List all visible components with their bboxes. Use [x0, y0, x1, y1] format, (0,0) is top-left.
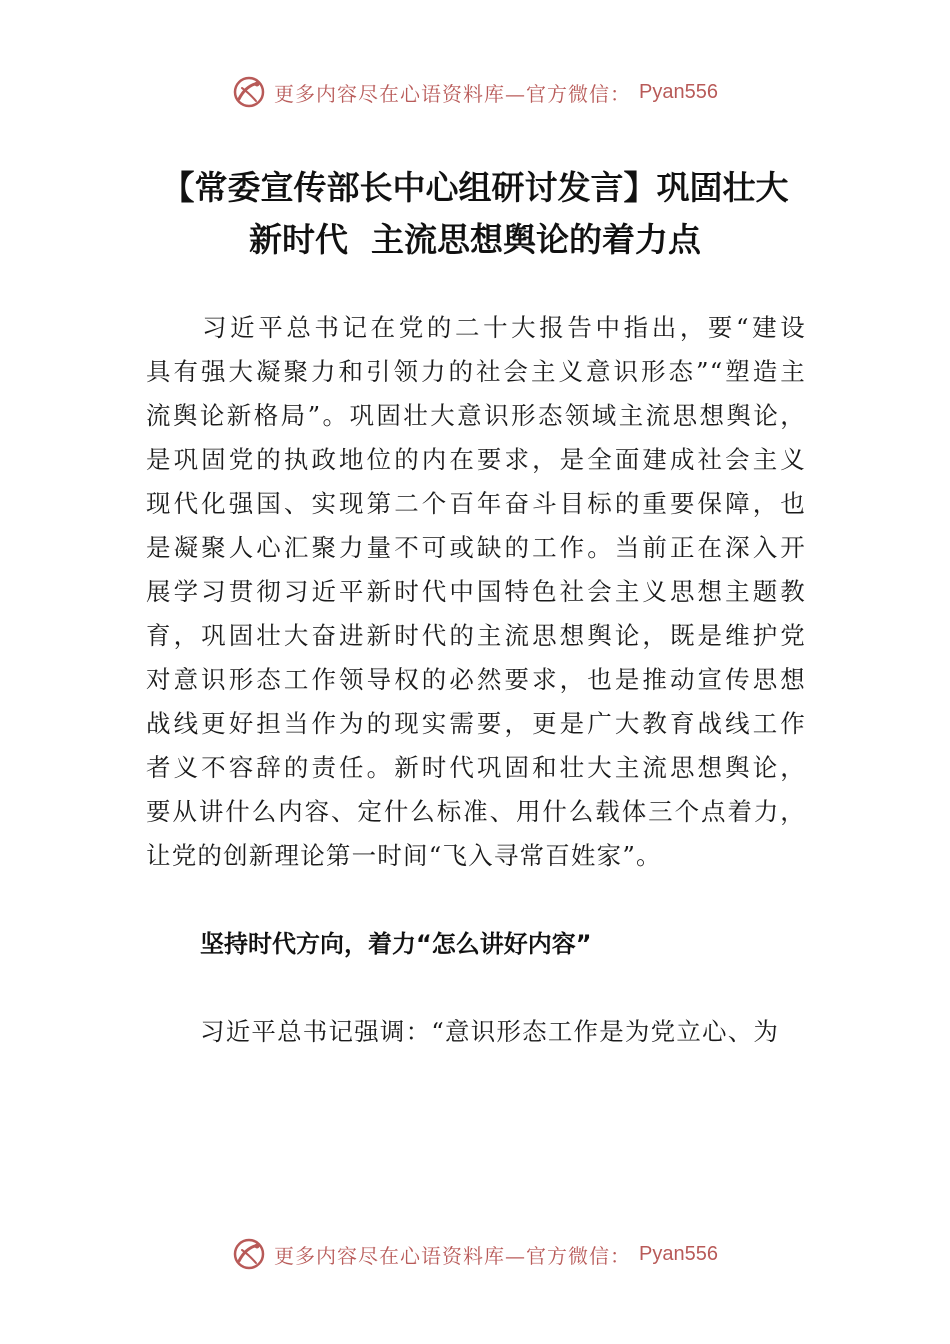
document-title: [120, 162, 830, 266]
footer-watermark: [0, 1234, 950, 1274]
body-paragraph-2: 习近平总书记强调：“意识形态工作是为党立心、为: [200, 1017, 780, 1046]
watermark-wechat-id: Pyan556: [639, 80, 718, 103]
paragraph-line: 现代化强国、实现第二个百年奋斗目标的重要保障，也: [146, 489, 806, 518]
paragraph-line: 流舆论新格局”。巩固壮大意识形态领域主流思想舆论，: [146, 401, 806, 430]
paragraph-line: 战线更好担当作为的现实需要，更是广大教育战线工作: [146, 709, 806, 738]
paragraph-line: 习近平总书记在党的二十大报告中指出，要“建设: [202, 313, 806, 342]
logo-icon: [232, 1237, 266, 1271]
paragraph-line: 是凝聚人心汇聚力量不可或缺的工作。当前正在深入开: [146, 533, 806, 562]
header-watermark: [0, 72, 950, 112]
paragraph-line: 要从讲什么内容、定什么标准、用什么载体三个点着力，: [146, 797, 806, 826]
paragraph-line: 是巩固党的执政地位的内在要求，是全面建成社会主义: [146, 445, 806, 474]
paragraph-line: 对意识形态工作领导权的必然要求，也是推动宣传思想: [146, 665, 806, 694]
title-line: 新时代 主流思想舆论的着力点: [249, 220, 701, 259]
body-paragraph: [146, 306, 806, 878]
paragraph-line: 育，巩固壮大奋进新时代的主流思想舆论，既是维护党: [146, 621, 806, 650]
paragraph-line: 具有强大凝聚力和引领力的社会主义意识形态”“塑造主: [146, 357, 806, 386]
section-heading: 坚持时代方向，着力“怎么讲好内容”: [200, 930, 592, 958]
paragraph-line: 让党的创新理论第一时间“飞入寻常百姓家”。: [146, 841, 662, 870]
watermark-text: 更多内容尽在心语资料库—官方微信：: [274, 1243, 632, 1268]
watermark-wechat-id: Pyan556: [639, 1242, 718, 1265]
watermark-text: 更多内容尽在心语资料库—官方微信：: [274, 81, 632, 106]
paragraph-line: 展学习贯彻习近平新时代中国特色社会主义思想主题教: [146, 577, 806, 606]
title-line: 【常委宣传部长中心组研讨发言】巩固壮大: [161, 168, 789, 207]
logo-icon: [232, 75, 266, 109]
paragraph-line: 者义不容辞的责任。新时代巩固和壮大主流思想舆论，: [146, 753, 806, 782]
